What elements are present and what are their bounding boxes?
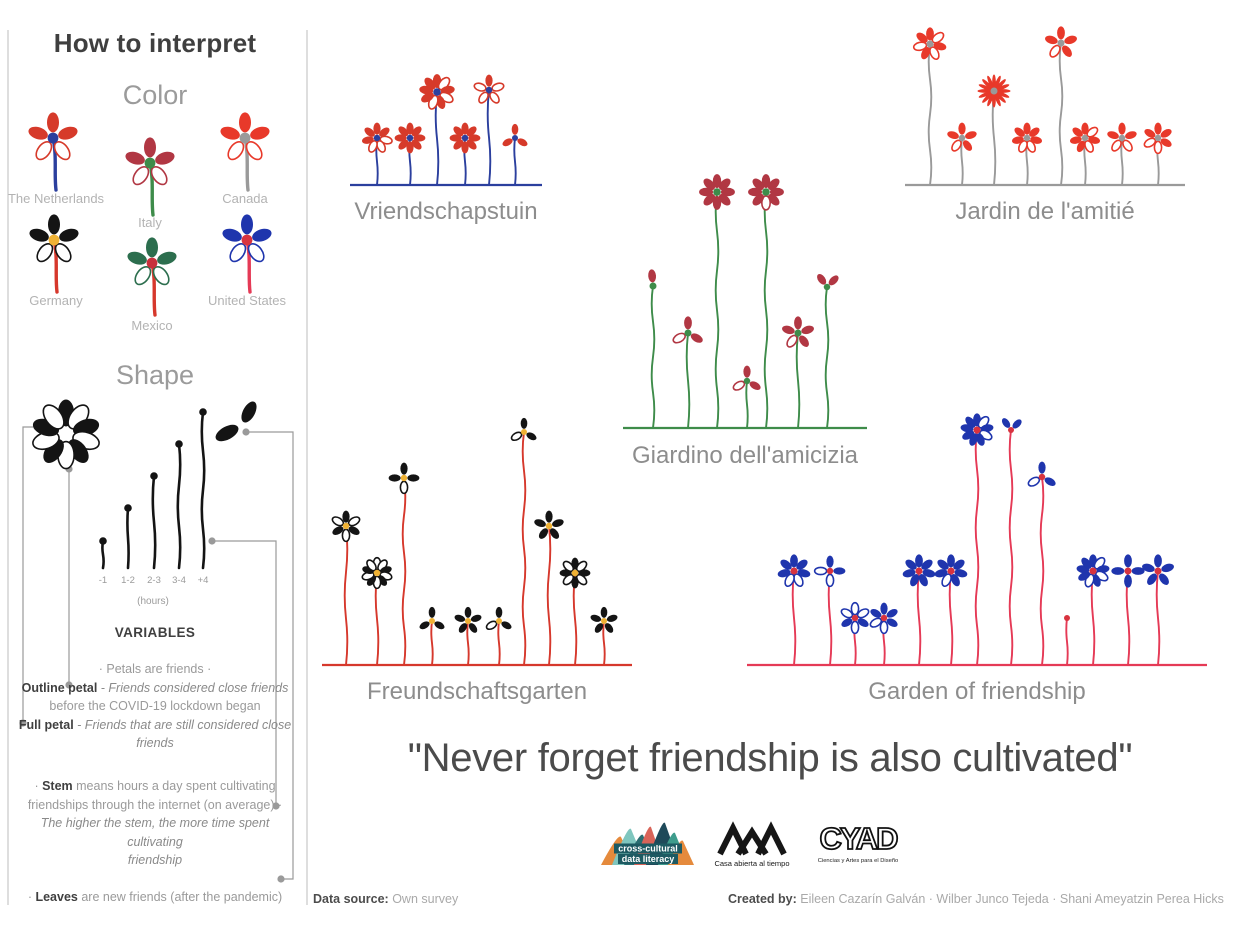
ccdl-line1: cross-cultural [618,843,678,854]
flower-center [926,40,933,47]
data-source [313,892,458,906]
full-petal [1106,130,1120,141]
cross-cultural-data-literacy-logo [597,817,697,872]
legend-flower-mexico [126,237,178,315]
flower [869,603,899,634]
full-petal [743,366,750,378]
flower-center [649,282,656,289]
full-petal [606,614,619,624]
flower-center [1119,135,1125,141]
flower-center [684,329,691,336]
uam-caption: Casa abierta al tiempo [714,859,790,868]
full-petal [521,418,528,429]
full-petal [826,556,833,568]
flower-center [1008,427,1014,433]
flower-stem [403,478,406,665]
flower-center [915,567,922,574]
flower [699,174,735,210]
outline-petal [473,82,487,93]
flower-stem [514,138,515,185]
outline-petal-line: Outline petal - Friends considered close friends [21,680,289,695]
flower-center [433,88,441,96]
shape-section-title: Shape [115,360,195,390]
flower [560,558,591,589]
flower-center [147,258,158,269]
flower-center [762,188,770,196]
data-source-label: Data source: [313,892,389,906]
flower [648,269,657,289]
legend-label-canada: Canada [222,191,268,206]
flower-stem [467,621,468,665]
garden-label-giardino-dell-amicizia: Giardino dell'amicizia [631,442,859,469]
full-petal [28,226,51,244]
flower-stem [652,286,655,428]
flower-center [790,567,797,574]
flower [389,463,420,494]
flower-center [343,523,349,529]
flower-center [973,426,980,433]
full-petal [1063,34,1078,45]
outline-petal [851,621,858,633]
shape-legend-glyphs [31,399,209,607]
full-petal [221,226,244,244]
full-petal [48,214,60,234]
stem-line3: The higher the stem, the more time spent cultivating [40,816,270,849]
flower [840,603,870,634]
full-petal [684,316,692,329]
shape-legend-stem-tip [199,408,207,416]
full-petal [1124,575,1132,588]
flower-stem [548,526,551,665]
full-petal [880,603,887,615]
full-petal [407,474,419,481]
full-petal [946,130,960,141]
hours-caption: (hours) [137,596,169,607]
full-petal [512,124,519,135]
flower-stem [1060,43,1063,185]
quote: "Never forget friendship is also cultivated" [407,736,1133,780]
flower-stem [826,287,829,428]
flower-center [990,87,997,94]
legend-flower-germany [28,214,80,292]
full-petal [1154,554,1162,567]
full-petal [27,124,50,142]
flower-stem [1157,571,1160,665]
full-petal [153,149,176,167]
flower-stem [793,571,796,665]
flower-center [1155,135,1161,141]
color-section-title: Color [122,80,188,110]
flower-center [240,133,251,144]
flower [1000,417,1023,433]
created-by-label: Created by: [728,892,797,906]
variables-text [14,660,296,907]
flower-center [572,570,578,576]
hours-tick: +4 [197,575,209,586]
shape-legend-stem [153,476,155,568]
flower-center [1039,474,1045,480]
shape-legend-stem-tip [175,440,183,448]
flower-stem [765,192,768,428]
full-petal [601,607,608,618]
full-petal [146,237,158,257]
full-petal [1160,562,1175,573]
full-petal [144,137,156,157]
stem-line4: friendship [127,853,183,868]
flower [1064,615,1070,621]
full-petal [1111,567,1124,575]
full-petal [1154,123,1161,135]
hours-tick: -1 [98,575,108,586]
full-petal [648,269,657,283]
flower-center [145,158,156,169]
flower [977,74,1010,107]
hours-tick: 3-4 [172,575,186,586]
outline-petal [491,82,505,93]
flower-stem [498,621,499,665]
flower-stem [976,430,979,665]
full-petal [248,124,271,142]
data-source-value: Own survey [388,892,459,906]
created-by [728,892,1224,906]
legend-label-germany: Germany [29,293,83,308]
flower-stem [523,432,526,665]
garden-label-garden-of-friendship: Garden of friendship [868,678,1086,705]
flower-stem [716,192,719,428]
full-petal [496,607,503,618]
full-petal-line2: friends [136,736,174,751]
full-petal [250,226,273,244]
full-petal [781,324,796,335]
full-petal [1044,34,1059,45]
shape-legend-stem [127,508,128,568]
legend-label-mexico: Mexico [131,318,173,333]
flower [934,554,968,587]
full-petal [833,567,845,574]
hours-tick: 1-2 [121,575,135,586]
full-petal [470,614,483,624]
flower-center [49,235,60,246]
full-petal [533,518,547,529]
flower-stem [687,333,690,428]
flower [1044,26,1078,58]
flower-stem [488,90,491,185]
full-petal [241,214,253,234]
flower-center [462,135,468,141]
shape-legend-stem-tip [150,472,158,480]
flower [748,174,784,210]
flower-center [794,329,801,336]
flower-center [713,188,721,196]
flower-center [744,378,750,384]
flower-center [827,568,833,574]
flower [361,558,392,589]
full-petal [400,463,407,475]
flower-stem [1010,430,1013,665]
shape-legend-stem-tip [124,504,132,512]
full-petal [545,511,552,523]
full-petal [57,226,80,244]
full-petal [429,607,436,618]
full-petal [219,124,242,142]
flower-center [947,567,954,574]
cyad-logo [812,818,904,870]
flower-stem [431,621,432,665]
ccdl-line2: data literacy [621,854,675,864]
full-petal [454,614,467,624]
flower-stem [1041,477,1044,665]
flower-center [521,429,527,435]
full-petal [551,518,565,529]
flower-stem [950,571,953,665]
flower [1076,554,1110,588]
flower-center [601,618,607,624]
flower-center [374,135,380,141]
garden-vriendschapstuin [330,58,620,198]
flower-center [374,570,380,576]
shape-legend-flower [31,399,102,468]
flower [815,556,846,587]
flower-stem [918,571,921,665]
garden-freundschaftsgarten [320,415,640,673]
outline-petal [400,481,407,493]
outline-petal [815,567,827,574]
garden-label-vriendschapstuin: Vriendschapstuin [354,198,538,225]
full-petal [1124,554,1132,567]
legend-label-italy: Italy [138,215,162,230]
legend-flower-the-netherlands [27,112,79,190]
flower [1111,554,1144,587]
shape-legend-stem [178,444,180,568]
flower [331,511,361,542]
variables-title: VARIABLES [114,625,196,640]
shape-legend-stem [102,541,103,568]
full-petal [800,324,815,335]
flower-center [1057,39,1064,46]
flower-center [61,429,72,440]
legend-flower-united-states [221,214,273,292]
flower-stem [345,526,348,665]
flower-center [546,523,552,529]
flower-center [48,133,59,144]
flower-center [407,135,413,141]
panel-title: How to interpret [53,28,257,58]
legend-label-united-states: United States [207,293,287,308]
full-petal [239,112,251,132]
legend-flower-canada [219,112,271,190]
flower [777,554,811,587]
flower [960,413,994,447]
flower-center [512,135,518,141]
flower-stem [603,621,604,665]
full-petal [590,614,603,624]
flower-center [401,475,407,481]
full-petal [1124,130,1138,141]
flower [1143,123,1173,154]
garden-label-freundschaftsgarten: Freundschaftsgarten [366,678,588,705]
full-petal-line: Full petal - Friends that are still considered close [18,717,292,732]
full-petal [47,112,59,132]
full-petal [155,249,178,267]
flower-center [1124,567,1131,574]
flower-center [959,135,965,141]
outline-petal [826,574,833,586]
full-petal [964,130,978,141]
full-petal [56,124,79,142]
flower-center [881,615,887,621]
hours-tick: 2-3 [147,575,161,586]
full-petal [465,607,472,618]
flower-stem [929,44,932,185]
leaves-line: · Leaves are new friends (after the pandemic) [27,889,283,904]
leaves-icon [213,399,260,445]
outline-petal-line2: before the COVID-19 lockdown began [49,699,261,714]
outline-petal [342,529,349,541]
stem-line2: friendships through the internet (on average) · [27,797,283,812]
cyad-caption: Ciencias y Artes para el Diseño [817,858,899,864]
legend-flower-italy [124,137,176,215]
flower [913,27,947,60]
garden-label-jardin-de-l-amitie: Jardin de l'amitié [955,198,1135,225]
full-petal [958,123,965,135]
full-petal [124,149,147,167]
full-petal [794,316,802,329]
shape-legend-stem-tip [99,537,107,545]
full-petal [1057,26,1065,39]
full-petal [485,75,492,87]
flower [419,74,456,110]
shape-legend-stem [202,412,204,568]
created-by-value: Eileen Cazarín Galván · Wilber Junco Tejeda · Shani Ameyatzin Perea Hicks [796,892,1224,906]
flower-center [465,618,471,624]
flower [815,272,840,290]
full-petal [1118,123,1125,135]
flower-center [1082,135,1088,141]
full-petal [389,474,401,481]
flower-center [852,615,858,621]
flower-center [1024,135,1030,141]
flower-stem [1066,618,1067,665]
garden-jardin-de-l-amiti- [900,18,1190,193]
flower [902,554,936,587]
connector-full-petal [66,466,72,688]
flower-center [1154,567,1161,574]
flower-center [486,87,492,93]
cyad-acronym: CYAD [819,821,897,856]
color-legend-flowers [27,112,273,315]
flower [450,123,481,154]
flower [395,123,426,154]
uam-logo [710,818,794,870]
full-petal [1038,462,1045,474]
petals-line: · Petals are friends · [98,662,212,676]
stem-line: · Stem means hours a day spent cultivating [34,778,276,793]
flower-center [429,618,435,624]
garden-giardino-dell-amicizia [620,170,880,434]
legend-label-netherlands: The Netherlands [7,191,105,206]
flower-center [496,618,502,624]
flower-center [1089,567,1096,574]
flower-center [824,284,830,290]
full-petal [126,249,149,267]
flower-center [1064,615,1070,621]
flower-center [242,235,253,246]
